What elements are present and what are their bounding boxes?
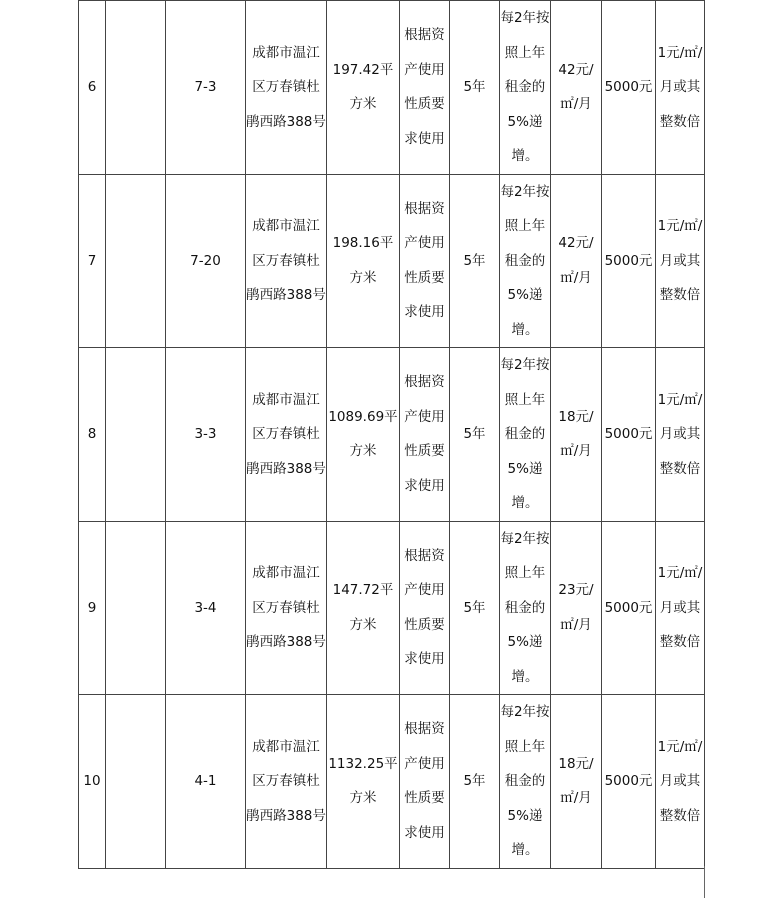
bid-increment-cell-text: 1元/㎡/月或其整数倍 bbox=[657, 391, 703, 477]
usage-cell bbox=[400, 1, 450, 175]
usage-cell-text: 根据资产使用性质要求使用 bbox=[404, 374, 445, 494]
deposit-cell-text: 5000元 bbox=[604, 599, 653, 616]
unit-number-cell bbox=[166, 174, 246, 348]
usage-cell-text: 根据资产使用性质要求使用 bbox=[404, 200, 445, 321]
lease-term-cell bbox=[450, 174, 500, 348]
bid-increment-cell-text: 1元/㎡/月或其整数倍 bbox=[657, 44, 703, 130]
address-cell bbox=[246, 695, 327, 869]
area-cell bbox=[327, 695, 400, 869]
row-number-cell bbox=[79, 1, 106, 175]
bid-increment-cell-text: 1元/㎡/月或其整数倍 bbox=[657, 218, 703, 303]
bid-increment-cell bbox=[656, 521, 705, 695]
row-number-cell bbox=[79, 521, 106, 695]
rent-increase-cell bbox=[500, 1, 551, 175]
bid-increment-cell-text: 1元/㎡/月或其整数倍 bbox=[657, 565, 703, 650]
address-cell-text: 成都市温江区万春镇杜鹃西路388号 bbox=[246, 738, 326, 824]
row-number-cell-text: 10 bbox=[83, 773, 101, 789]
address-cell bbox=[246, 1, 327, 175]
unit-price-cell bbox=[551, 695, 602, 869]
lease-term-cell bbox=[450, 695, 500, 869]
usage-cell-text: 根据资产使用性质要求使用 bbox=[404, 547, 445, 668]
rent-increase-cell-text: 每2年按照上年租金的5%递增。 bbox=[500, 10, 550, 164]
bid-increment-cell bbox=[656, 348, 705, 522]
usage-cell-text: 根据资产使用性质要求使用 bbox=[404, 27, 445, 147]
blank-cell bbox=[106, 521, 166, 695]
table-body bbox=[79, 1, 705, 869]
row-number-cell bbox=[79, 348, 106, 522]
unit-price-cell bbox=[551, 348, 602, 522]
unit-price-cell-text: 18元/㎡/月 bbox=[558, 755, 594, 807]
area-cell-text: 197.42平方米 bbox=[332, 61, 394, 113]
usage-cell bbox=[400, 348, 450, 522]
rent-increase-cell-text: 每2年按照上年租金的5%递增。 bbox=[500, 183, 550, 338]
table-row bbox=[79, 348, 705, 522]
area-cell-text: 198.16平方米 bbox=[332, 235, 394, 286]
deposit-cell bbox=[602, 348, 656, 522]
row-number-cell bbox=[79, 174, 106, 348]
bid-increment-cell bbox=[656, 1, 705, 175]
bid-increment-cell bbox=[656, 174, 705, 348]
bid-increment-cell bbox=[656, 695, 705, 869]
address-cell bbox=[246, 348, 327, 522]
deposit-cell bbox=[602, 1, 656, 175]
unit-number-cell-text: 3-3 bbox=[194, 426, 217, 442]
unit-number-cell bbox=[166, 1, 246, 175]
area-cell bbox=[327, 348, 400, 522]
address-cell bbox=[246, 521, 327, 695]
row-number-cell-text: 6 bbox=[87, 79, 97, 95]
unit-number-cell-text: 7-3 bbox=[194, 79, 217, 95]
blank-cell bbox=[106, 174, 166, 348]
lease-term-cell bbox=[450, 348, 500, 522]
unit-number-cell bbox=[166, 521, 246, 695]
address-cell-text: 成都市温江区万春镇杜鹃西路388号 bbox=[246, 44, 326, 130]
unit-number-cell-text: 3-4 bbox=[194, 599, 217, 616]
unit-price-cell bbox=[551, 521, 602, 695]
deposit-cell-text: 5000元 bbox=[604, 252, 653, 269]
lease-term-cell-text: 5年 bbox=[463, 426, 486, 442]
lease-term-cell-text: 5年 bbox=[463, 773, 486, 789]
address-cell-text: 成都市温江区万春镇杜鹃西路388号 bbox=[246, 391, 326, 477]
rent-increase-cell bbox=[500, 174, 551, 348]
unit-number-cell-text: 4-1 bbox=[194, 773, 217, 789]
lease-term-cell bbox=[450, 1, 500, 175]
bid-increment-cell-text: 1元/㎡/月或其整数倍 bbox=[657, 738, 703, 824]
blank-cell bbox=[106, 1, 166, 175]
lease-term-cell-text: 5年 bbox=[463, 599, 486, 616]
deposit-cell-text: 5000元 bbox=[604, 426, 653, 442]
deposit-cell-text: 5000元 bbox=[604, 773, 653, 789]
rent-increase-cell-text: 每2年按照上年租金的5%递增。 bbox=[500, 357, 550, 511]
table-row bbox=[79, 1, 705, 175]
rent-increase-cell-text: 每2年按照上年租金的5%递增。 bbox=[500, 530, 550, 685]
lease-term-cell bbox=[450, 521, 500, 695]
row-number-cell-text: 8 bbox=[87, 426, 97, 442]
usage-cell-text: 根据资产使用性质要求使用 bbox=[404, 721, 445, 841]
rent-increase-cell-text: 每2年按照上年租金的5%递增。 bbox=[500, 704, 550, 858]
unit-price-cell bbox=[551, 174, 602, 348]
blank-cell bbox=[106, 348, 166, 522]
usage-cell bbox=[400, 521, 450, 695]
lease-table bbox=[78, 0, 705, 869]
address-cell bbox=[246, 174, 327, 348]
row-number-cell bbox=[79, 695, 106, 869]
deposit-cell bbox=[602, 521, 656, 695]
deposit-cell-text: 5000元 bbox=[604, 79, 653, 95]
deposit-cell bbox=[602, 695, 656, 869]
area-cell bbox=[327, 1, 400, 175]
area-cell-text: 147.72平方米 bbox=[332, 582, 394, 633]
unit-number-cell-text: 7-20 bbox=[190, 252, 221, 269]
table-row bbox=[79, 695, 705, 869]
unit-price-cell-text: 42元/㎡/月 bbox=[558, 235, 594, 286]
unit-price-cell-text: 23元/㎡/月 bbox=[558, 582, 594, 633]
area-cell-text: 1132.25平方米 bbox=[328, 755, 398, 807]
address-cell-text: 成都市温江区万春镇杜鹃西路388号 bbox=[246, 218, 326, 303]
page-edge-line bbox=[704, 866, 705, 898]
rent-increase-cell bbox=[500, 348, 551, 522]
usage-cell bbox=[400, 174, 450, 348]
area-cell bbox=[327, 174, 400, 348]
table-row bbox=[79, 521, 705, 695]
blank-cell bbox=[106, 695, 166, 869]
unit-price-cell-text: 18元/㎡/月 bbox=[558, 408, 594, 460]
area-cell bbox=[327, 521, 400, 695]
row-number-cell-text: 9 bbox=[87, 599, 97, 616]
unit-number-cell bbox=[166, 695, 246, 869]
lease-term-cell-text: 5年 bbox=[463, 79, 486, 95]
address-cell-text: 成都市温江区万春镇杜鹃西路388号 bbox=[246, 565, 326, 650]
deposit-cell bbox=[602, 174, 656, 348]
rent-increase-cell bbox=[500, 521, 551, 695]
area-cell-text: 1089.69平方米 bbox=[328, 408, 398, 460]
unit-price-cell bbox=[551, 1, 602, 175]
lease-term-cell-text: 5年 bbox=[463, 252, 486, 269]
row-number-cell-text: 7 bbox=[87, 252, 97, 269]
rent-increase-cell bbox=[500, 695, 551, 869]
table-row bbox=[79, 174, 705, 348]
usage-cell bbox=[400, 695, 450, 869]
unit-price-cell-text: 42元/㎡/月 bbox=[558, 61, 594, 113]
unit-number-cell bbox=[166, 348, 246, 522]
